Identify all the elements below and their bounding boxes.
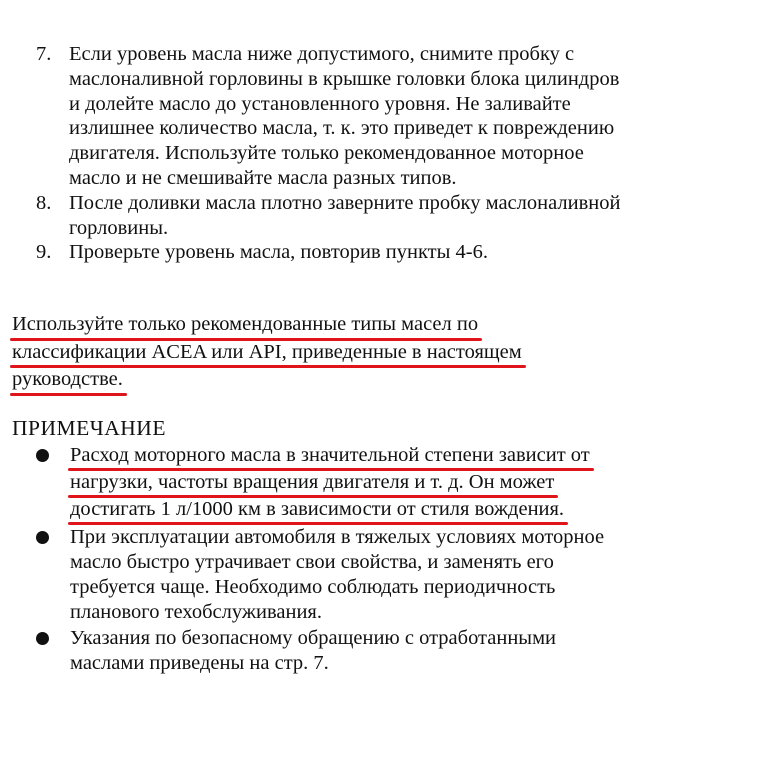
note-bullet-used-oil-handling xyxy=(36,626,751,676)
note-bullet-list xyxy=(36,443,751,677)
step-text-line: Проверьте уровень масла, повторив пункты 4-6. xyxy=(69,241,488,264)
step-item-7 xyxy=(36,42,751,191)
bullet-text-line: масло быстро утрачивает свои свойства, и заменять его xyxy=(70,551,554,573)
step-text-line: излишнее количество масла, т. к. это приведет к повреждению xyxy=(69,117,615,140)
bullet-text-line: маслами приведены на стр. 7. xyxy=(70,652,329,674)
numbered-steps-list xyxy=(36,42,751,265)
step-text-line: маслоналивной горловины в крышке головки блока цилиндров xyxy=(69,67,620,90)
step-text-line: Если уровень масла ниже допустимого, снимите пробку с xyxy=(69,43,575,65)
underlined-line: Используйте только рекомендованные типы масел по xyxy=(12,312,478,340)
note-bullet-severe-conditions xyxy=(36,525,751,625)
step-number: 8. xyxy=(36,191,52,214)
bullet-dot-icon xyxy=(36,531,49,544)
step-text-line: горловины. xyxy=(69,216,169,239)
note-bullet-oil-consumption xyxy=(36,443,751,524)
underlined-line: достигать 1 л/1000 км в зависимости от стиля вождения. xyxy=(70,497,564,524)
bullet-dot-icon xyxy=(36,449,49,462)
step-number: 9. xyxy=(36,241,52,264)
bullet-text-line: планового техобслуживания. xyxy=(70,601,322,623)
note-heading: ПРИМЕЧАНИЕ xyxy=(12,416,166,440)
underlined-line: Расход моторного масла в значительной степени зависит от xyxy=(70,443,590,470)
step-item-8 xyxy=(36,191,751,241)
step-text-line: двигателя. Используйте только рекомендованное моторное xyxy=(69,142,584,165)
bullet-text-line: При эксплуатации автомобиля в тяжелых условиях моторное xyxy=(70,526,605,548)
step-text-line: После доливки масла плотно заверните пробку маслоналивной xyxy=(69,191,621,214)
underlined-warning xyxy=(12,312,732,395)
step-number: 7. xyxy=(36,43,52,65)
step-text-line: масло и не смешивайте масла разных типов. xyxy=(69,166,457,189)
step-item-9 xyxy=(36,240,751,265)
underlined-line: руководстве. xyxy=(12,367,123,395)
bullet-dot-icon xyxy=(36,632,49,645)
underlined-line: нагрузки, частоты вращения двигателя и т. д. Он может xyxy=(70,470,554,497)
bullet-text-line: Указания по безопасному обращению с отработанными xyxy=(70,627,557,649)
bullet-text-line: требуется чаще. Необходимо соблюдать периодичность xyxy=(70,576,556,598)
step-text-line: и долейте масло до установленного уровня. Не заливайте xyxy=(69,92,571,115)
underlined-line: классификации ACEA или API, приведенные в настоящем xyxy=(12,340,522,368)
